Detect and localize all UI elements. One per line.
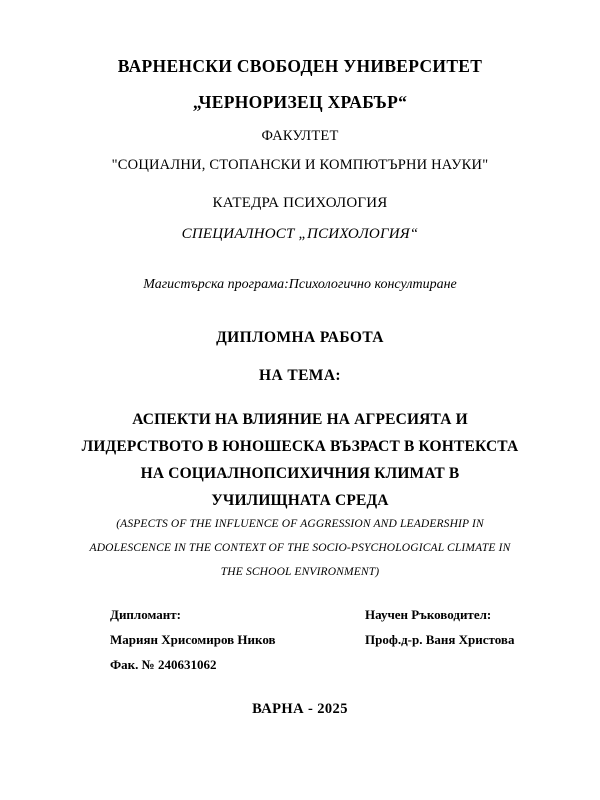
university-header bbox=[0, 58, 600, 172]
thesis-on-topic: НА ТЕМА: bbox=[259, 366, 341, 384]
faculty-label: ФАКУЛТЕТ bbox=[261, 128, 339, 144]
thesis-kind: ДИПЛОМНА РАБОТА bbox=[216, 329, 384, 346]
department-block bbox=[0, 196, 600, 242]
thesis-title-line: АСПЕКТИ НА ВЛИЯНИЕ НА АГРЕСИЯТА И bbox=[132, 411, 468, 428]
university-name-line-2: „ЧЕРНОРИЗЕЦ ХРАБЪР“ bbox=[192, 91, 408, 112]
department-major: СПЕЦИАЛНОСТ „ПСИХОЛОГИЯ“ bbox=[181, 226, 419, 242]
place-and-year: ВАРНА - 2025 bbox=[252, 701, 348, 717]
supervisor-name: Проф.д-р. Ваня Христова bbox=[365, 632, 515, 647]
thesis-label-block bbox=[0, 330, 600, 383]
student-name: Мариян Хрисомиров Ников bbox=[110, 632, 276, 647]
thesis-title bbox=[0, 406, 600, 514]
thesis-title-translation-line: (ASPECTS OF THE INFLUENCE OF AGGRESSION AND LEADERSHIP IN bbox=[116, 518, 484, 530]
program-block bbox=[0, 278, 600, 292]
thesis-title-line: ЛИДЕРСТВОТО В ЮНОШЕСКА ВЪЗРАСТ В КОНТЕКСТА bbox=[81, 438, 519, 455]
thesis-title-line: УЧИЛИЩНАТА СРЕДА bbox=[211, 492, 389, 509]
thesis-title-line: НА СОЦИАЛНОПСИХИЧНИЯ КЛИМАТ В bbox=[140, 465, 460, 482]
student-faculty-number: Фак. № 240631062 bbox=[110, 657, 217, 672]
footer bbox=[0, 702, 600, 717]
student-column bbox=[110, 602, 276, 677]
thesis-title-translation bbox=[0, 512, 600, 584]
student-label: Дипломант: bbox=[110, 607, 181, 622]
faculty-name: "СОЦИАЛНИ, СТОПАНСКИ И КОМПЮТЪРНИ НАУКИ" bbox=[111, 156, 489, 173]
master-program-line: Магистърска програма:Психологично консултиране bbox=[143, 277, 457, 292]
supervisor-label: Научен Ръководител: bbox=[365, 607, 492, 622]
signature-block bbox=[0, 602, 600, 682]
thesis-title-translation-line: THE SCHOOL ENVIRONMENT) bbox=[220, 566, 380, 578]
department-name: КАТЕДРА ПСИХОЛОГИЯ bbox=[212, 195, 388, 211]
thesis-title-translation-line: ADOLESCENCE IN THE CONTEXT OF THE SOCIO-PSYCHOLOGICAL CLIMATE IN bbox=[89, 542, 511, 554]
supervisor-column bbox=[365, 602, 514, 652]
university-name-line-1: ВАРНЕНСКИ СВОБОДЕН УНИВЕРСИТЕТ bbox=[117, 56, 483, 76]
